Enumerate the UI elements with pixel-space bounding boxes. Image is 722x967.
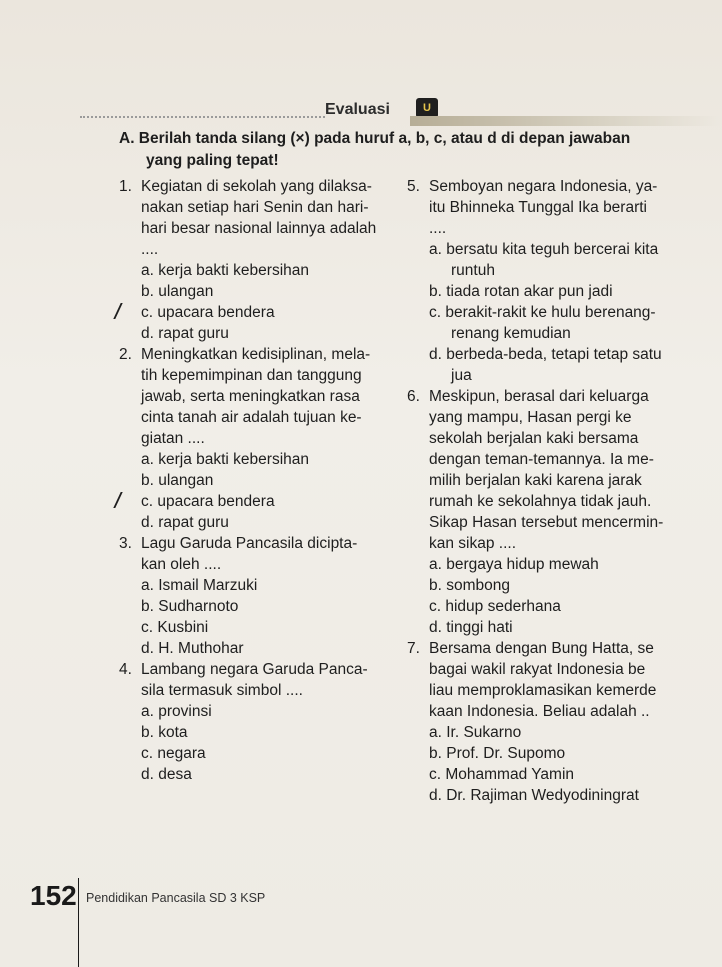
question-text: Semboyan negara Indonesia, ya- <box>429 178 658 195</box>
page-number: 152 <box>30 880 77 911</box>
option-c[interactable]: c. hidup sederhana <box>429 598 561 615</box>
option-a[interactable]: a. provinsi <box>141 703 212 720</box>
question-4 <box>119 659 409 701</box>
question-text: sekolah berjalan kaki bersama <box>429 430 639 447</box>
question-text: cinta tanah air adalah tujuan ke- <box>141 409 362 426</box>
option-d[interactable]: d. H. Muthohar <box>141 640 244 657</box>
question-text: hari besar nasional lainnya adalah <box>141 220 377 237</box>
question-text: kaan Indonesia. Beliau adalah .. <box>429 703 650 720</box>
question-text: .... <box>141 241 159 258</box>
question-text: kan oleh .... <box>141 556 222 573</box>
question-text: Lambang negara Garuda Panca- <box>141 661 368 678</box>
option-d[interactable]: d. desa <box>141 766 192 783</box>
option-d[interactable]: d. rapat guru <box>141 325 229 342</box>
instructions <box>119 128 630 172</box>
option-d[interactable]: d. Dr. Rajiman Wedyodiningrat <box>429 787 639 804</box>
question-text: itu Bhinneka Tunggal Ika berarti <box>429 199 647 216</box>
option-b[interactable]: b. sombong <box>429 577 510 594</box>
question-text: nakan setiap hari Senin dan hari- <box>141 199 369 216</box>
option-d-continued: jua <box>451 367 472 384</box>
question-text: sila termasuk simbol .... <box>141 682 303 699</box>
option-a[interactable]: a. bergaya hidup mewah <box>429 556 599 573</box>
question-number: 7. <box>407 640 420 657</box>
question-text: milih berjalan kaki karena jarak <box>429 472 642 489</box>
question-text: dengan teman-temannya. Ia me- <box>429 451 654 468</box>
option-b[interactable]: b. ulangan <box>141 283 214 300</box>
question-text: rumah ke sekolahnya tidak jauh. <box>429 493 652 510</box>
question-text: giatan .... <box>141 430 205 447</box>
book-title: Pendidikan Pancasila SD 3 KSP <box>86 891 266 905</box>
question-text: .... <box>429 220 447 237</box>
option-d[interactable]: d. tinggi hati <box>429 619 513 636</box>
option-c[interactable]: c. Kusbini <box>141 619 209 636</box>
question-6 <box>407 386 719 554</box>
question-text: Lagu Garuda Pancasila dicipta- <box>141 535 358 552</box>
option-b[interactable]: b. Prof. Dr. Supomo <box>429 745 566 762</box>
question-number: 2. <box>119 346 132 363</box>
instructions-line-2: yang paling tepat! <box>146 152 279 169</box>
question-number: 4. <box>119 661 132 678</box>
question-text: jawab, serta meningkatkan rasa <box>141 388 360 405</box>
option-c-marked[interactable]: c. upacara bendera <box>119 302 409 323</box>
question-text: Sikap Hasan tersebut mencermin- <box>429 514 664 531</box>
header-band <box>410 116 720 126</box>
option-c-continued: renang kemudian <box>451 325 571 342</box>
unit-badge-icon: U <box>416 98 438 118</box>
question-text: Meskipun, berasal dari keluarga <box>429 388 649 405</box>
right-column <box>407 176 719 806</box>
question-5 <box>407 176 719 239</box>
question-text: liau memproklamasikan kemerde <box>429 682 657 699</box>
question-7 <box>407 638 719 722</box>
option-c-marked[interactable]: c. upacara bendera <box>119 491 409 512</box>
section-title: Evaluasi <box>325 101 390 118</box>
question-text: Kegiatan di sekolah yang dilaksa- <box>141 178 372 195</box>
question-number: 3. <box>119 535 132 552</box>
option-d[interactable]: d. rapat guru <box>141 514 229 531</box>
option-c[interactable]: c. berakit-rakit ke hulu berenang- <box>429 304 656 321</box>
question-text: yang mampu, Hasan pergi ke <box>429 409 632 426</box>
option-b[interactable]: b. kota <box>141 724 188 741</box>
option-b[interactable]: b. ulangan <box>141 472 214 489</box>
question-number: 6. <box>407 388 420 405</box>
option-d[interactable]: d. berbeda-beda, tetapi tetap satu <box>429 346 662 363</box>
option-c[interactable]: c. Mohammad Yamin <box>429 766 575 783</box>
question-text: bagai wakil rakyat Indonesia be <box>429 661 646 678</box>
option-a[interactable]: a. Ir. Sukarno <box>429 724 522 741</box>
footer-divider <box>78 878 79 967</box>
option-a[interactable]: a. kerja bakti kebersihan <box>141 262 310 279</box>
option-a-continued: runtuh <box>451 262 495 279</box>
option-a[interactable]: a. bersatu kita teguh bercerai kita <box>429 241 659 258</box>
option-a[interactable]: a. Ismail Marzuki <box>141 577 258 594</box>
left-column <box>119 176 409 785</box>
option-c[interactable]: c. negara <box>141 745 206 762</box>
option-a[interactable]: a. kerja bakti kebersihan <box>141 451 310 468</box>
question-text: tih kepemimpinan dan tanggung <box>141 367 362 384</box>
question-2 <box>119 344 409 449</box>
option-b[interactable]: b. Sudharnoto <box>141 598 239 615</box>
question-number: 1. <box>119 178 132 195</box>
question-3 <box>119 533 409 575</box>
question-text: Meningkatkan kedisiplinan, mela- <box>141 346 371 363</box>
instructions-line-1: A. Berilah tanda silang (×) pada huruf a, b, c, atau d di depan jawaban <box>119 130 631 147</box>
question-text: Bersama dengan Bung Hatta, se <box>429 640 654 657</box>
question-number: 5. <box>407 178 420 195</box>
option-b[interactable]: b. tiada rotan akar pun jadi <box>429 283 613 300</box>
question-text: kan sikap .... <box>429 535 517 552</box>
question-1 <box>119 176 409 260</box>
dotted-divider <box>80 116 325 118</box>
